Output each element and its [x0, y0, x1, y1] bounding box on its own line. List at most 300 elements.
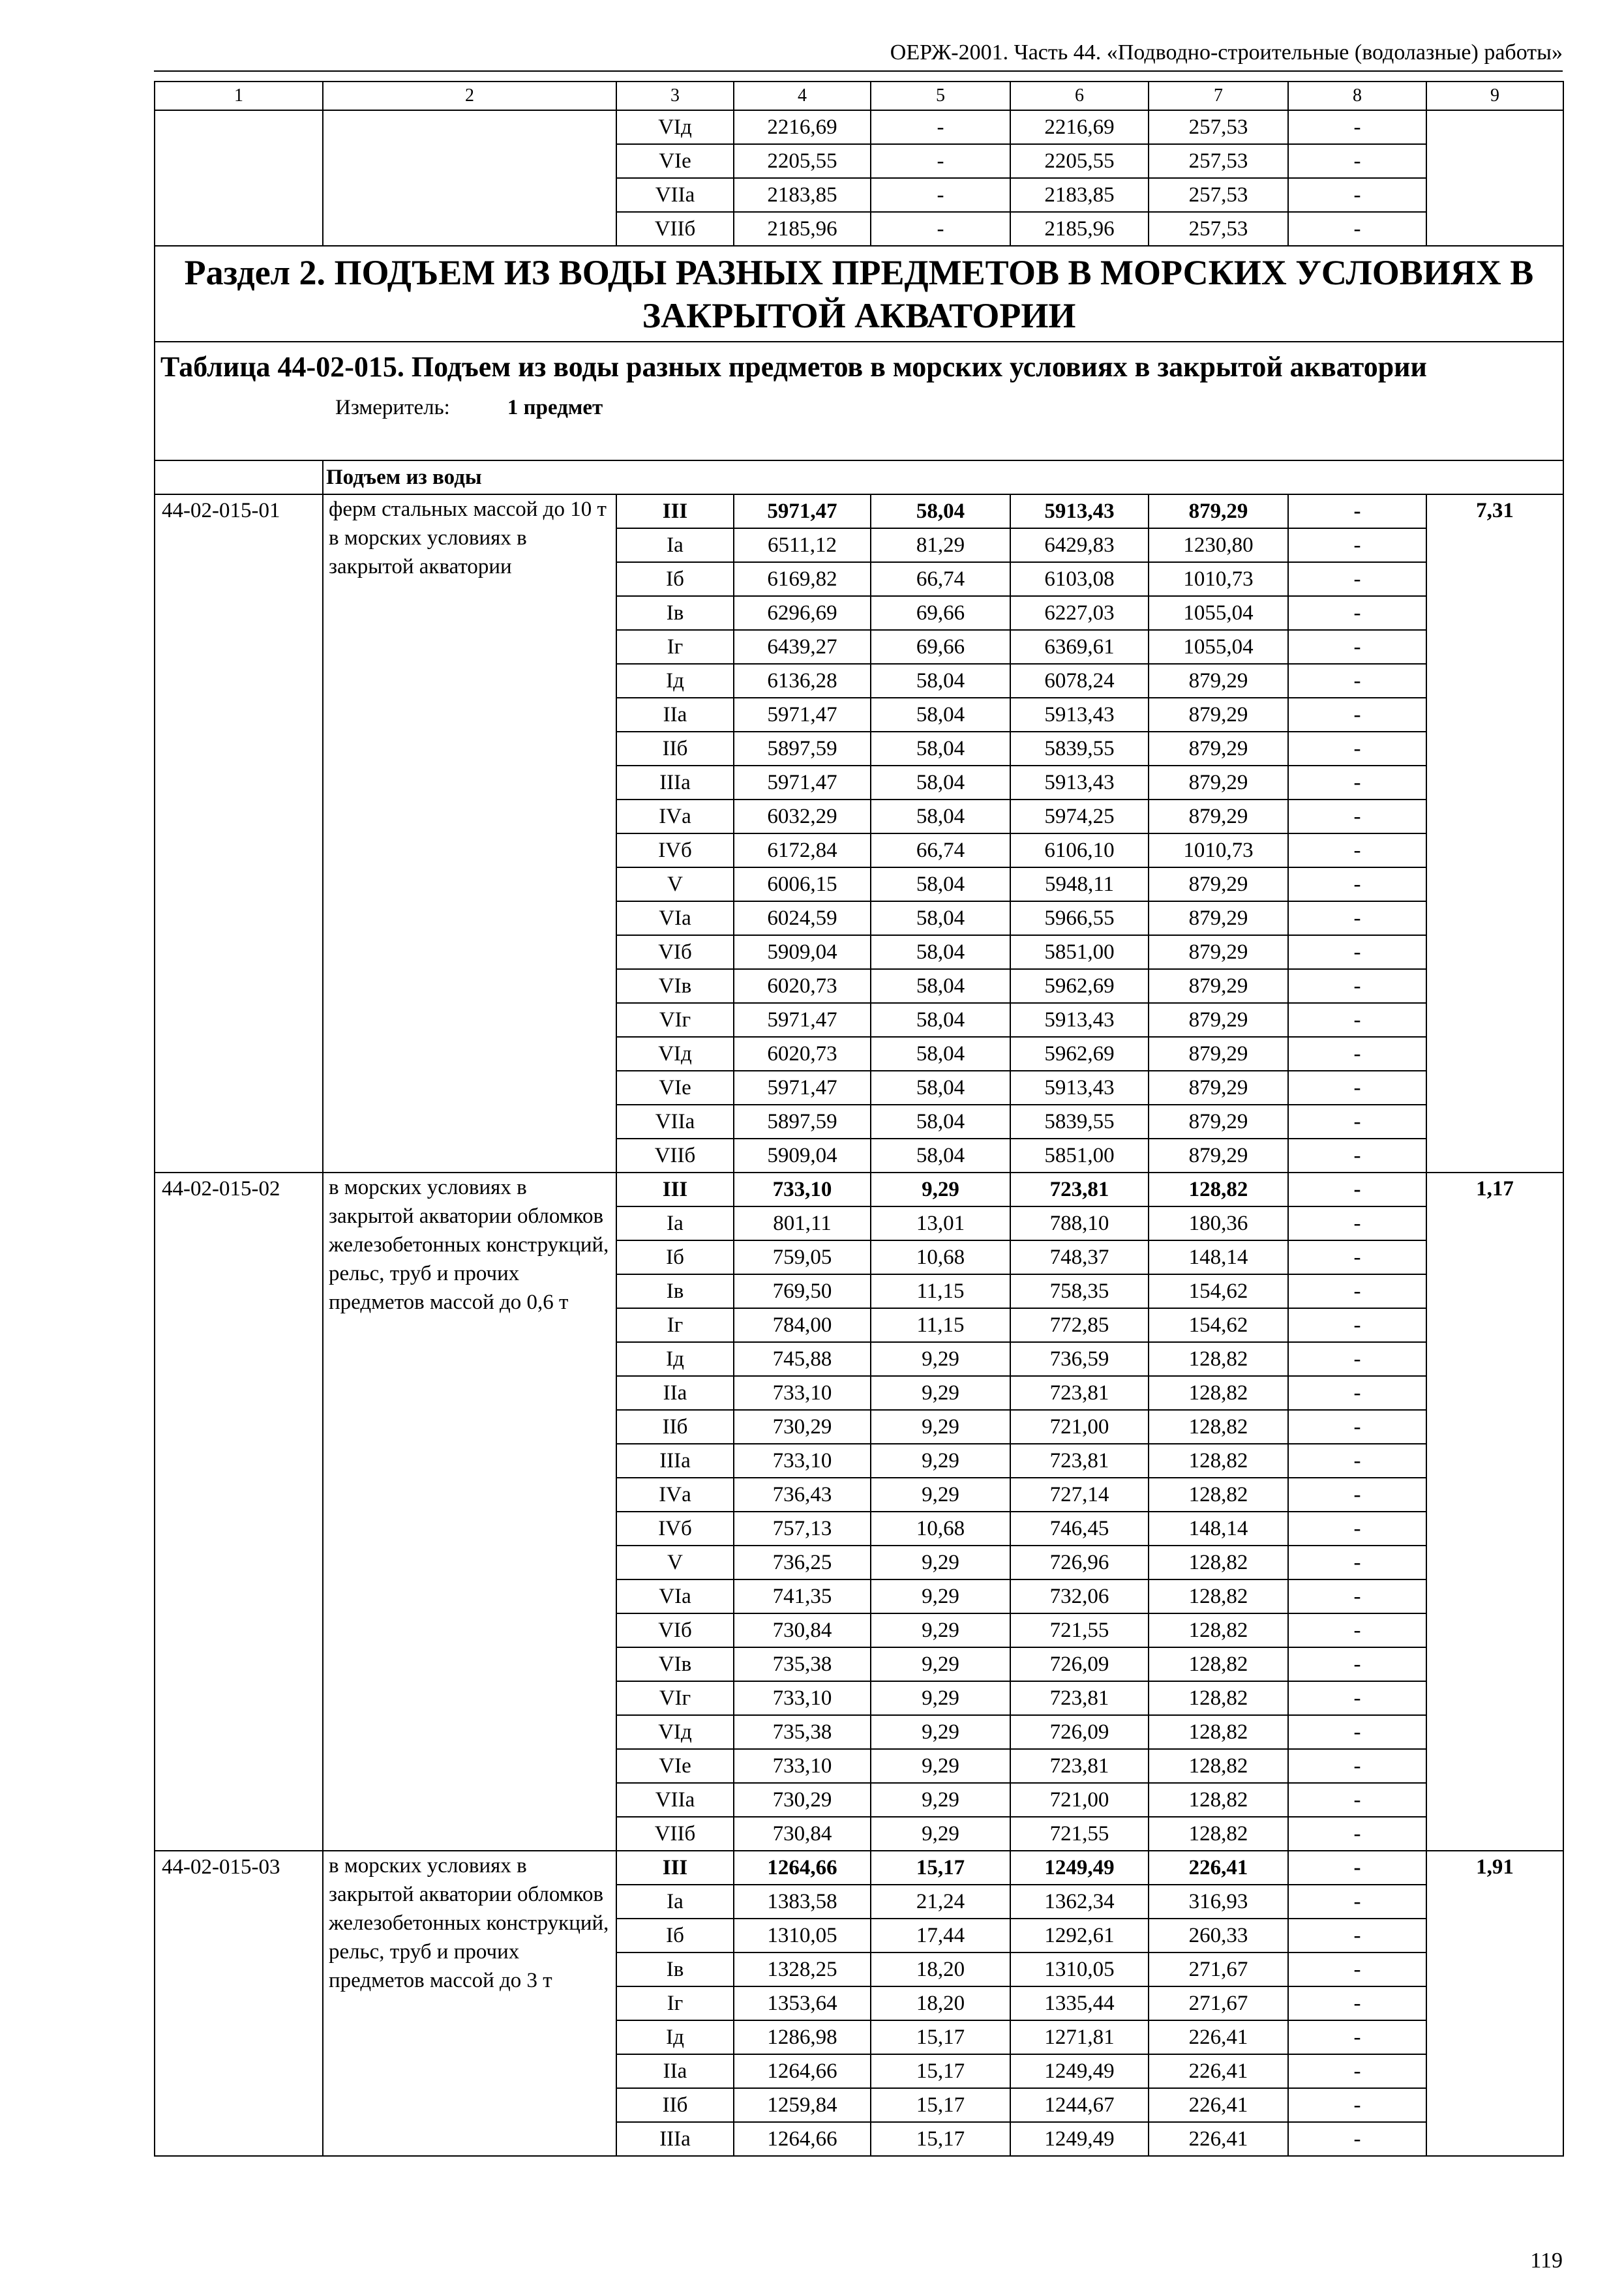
table-cell: 879,29	[1149, 698, 1288, 732]
table-cell: 10,68	[871, 1512, 1010, 1546]
table-cell: 6103,08	[1010, 562, 1149, 596]
table-cell: 271,67	[1149, 1986, 1288, 2020]
table-cell: IVб	[616, 833, 734, 867]
table-cell: -	[1288, 766, 1426, 800]
table-cell: Iд	[616, 664, 734, 698]
table-cell: 11,15	[871, 1274, 1010, 1308]
table-cell: -	[1288, 2088, 1426, 2122]
table-cell: 736,59	[1010, 1342, 1149, 1376]
table-title-row	[155, 342, 1563, 460]
table-cell: 9,29	[871, 1478, 1010, 1512]
table-cell: 5971,47	[734, 698, 871, 732]
table-cell: 58,04	[871, 664, 1010, 698]
item-code: 44-02-015-02	[155, 1173, 323, 1851]
table-cell: 15,17	[871, 2088, 1010, 2122]
table-cell: 5897,59	[734, 732, 871, 766]
table-cell: 21,24	[871, 1885, 1010, 1919]
table-cell: 128,82	[1149, 1546, 1288, 1579]
item-col9: 7,31	[1426, 494, 1563, 1173]
table-cell: -	[1288, 1952, 1426, 1986]
table-cell: 58,04	[871, 494, 1010, 528]
table-cell: 15,17	[871, 2122, 1010, 2156]
table-cell: 733,10	[734, 1444, 871, 1478]
table-cell: 1353,64	[734, 1986, 871, 2020]
table-cell: 128,82	[1149, 1376, 1288, 1410]
table-cell: 879,29	[1149, 969, 1288, 1003]
table-cell: -	[1288, 494, 1426, 528]
table-cell: 733,10	[734, 1173, 871, 1206]
table-cell: 5913,43	[1010, 766, 1149, 800]
table-cell: 58,04	[871, 1037, 1010, 1071]
column-number: 6	[1010, 82, 1149, 110]
table-cell: 6136,28	[734, 664, 871, 698]
table-cell: 741,35	[734, 1579, 871, 1613]
table-cell: 9,29	[871, 1613, 1010, 1647]
subheading-spacer	[155, 460, 323, 494]
table-cell: 128,82	[1149, 1715, 1288, 1749]
table-cell: 723,81	[1010, 1444, 1149, 1478]
table-title: Таблица 44-02-015. Подъем из воды разных предметов в морских условиях в закрытой акватории	[160, 351, 1427, 383]
table-cell: 81,29	[871, 528, 1010, 562]
table-cell: 879,29	[1149, 935, 1288, 969]
table-cell: 5971,47	[734, 766, 871, 800]
table-cell: 1010,73	[1149, 833, 1288, 867]
table-cell: 5962,69	[1010, 1037, 1149, 1071]
table-cell: 6227,03	[1010, 596, 1149, 630]
table-cell: 6106,10	[1010, 833, 1149, 867]
table-cell: 58,04	[871, 698, 1010, 732]
table-cell: 128,82	[1149, 1817, 1288, 1851]
table-cell: 148,14	[1149, 1512, 1288, 1546]
table-cell: IVб	[616, 1512, 734, 1546]
table-cell: VIIб	[616, 1139, 734, 1173]
table-cell: -	[1288, 1817, 1426, 1851]
table-cell: -	[871, 178, 1010, 212]
column-number: 1	[155, 82, 323, 110]
table-cell: 257,53	[1149, 144, 1288, 178]
table-cell: 2185,96	[734, 212, 871, 246]
table-cell: 128,82	[1149, 1647, 1288, 1681]
table-cell: -	[1288, 212, 1426, 246]
table-cell: 2185,96	[1010, 212, 1149, 246]
table-cell: 58,04	[871, 867, 1010, 901]
table-cell: III	[616, 494, 734, 528]
table-cell: 9,29	[871, 1376, 1010, 1410]
table-cell: Iа	[616, 528, 734, 562]
table-cell: VIг	[616, 1681, 734, 1715]
table-row	[155, 110, 1563, 144]
table-cell: V	[616, 1546, 734, 1579]
table-cell: -	[1288, 1376, 1426, 1410]
table-cell: 733,10	[734, 1749, 871, 1783]
table-cell: 757,13	[734, 1512, 871, 1546]
table-cell: VIе	[616, 1749, 734, 1783]
table-cell: 1310,05	[1010, 1952, 1149, 1986]
table-cell: -	[1288, 1783, 1426, 1817]
item-code: 44-02-015-03	[155, 1851, 323, 2156]
table-cell: 1055,04	[1149, 596, 1288, 630]
table-cell: -	[1288, 833, 1426, 867]
table-cell: 745,88	[734, 1342, 871, 1376]
table-cell: -	[1288, 1410, 1426, 1444]
table-cell: 769,50	[734, 1274, 871, 1308]
table-cell: III	[616, 1173, 734, 1206]
table-title-cell	[155, 342, 1563, 460]
table-cell: 58,04	[871, 935, 1010, 969]
table-cell: 128,82	[1149, 1410, 1288, 1444]
table-cell: 1264,66	[734, 1851, 871, 1885]
table-cell: 723,81	[1010, 1749, 1149, 1783]
table-cell: -	[1288, 178, 1426, 212]
table-cell: IIа	[616, 1376, 734, 1410]
table-cell: -	[1288, 1885, 1426, 1919]
section-row	[155, 246, 1563, 342]
table-cell: -	[1288, 1613, 1426, 1647]
table-cell: 58,04	[871, 1139, 1010, 1173]
item-code: 44-02-015-01	[155, 494, 323, 1173]
table-cell: 5851,00	[1010, 1139, 1149, 1173]
table-cell: 723,81	[1010, 1376, 1149, 1410]
table-cell: 6020,73	[734, 1037, 871, 1071]
header-rule	[154, 70, 1563, 72]
table-cell: 736,25	[734, 1546, 871, 1579]
table-cell: -	[1288, 596, 1426, 630]
table-cell: -	[1288, 698, 1426, 732]
table-cell: 5962,69	[1010, 969, 1149, 1003]
table-cell: 1259,84	[734, 2088, 871, 2122]
table-cell: -	[1288, 1037, 1426, 1071]
table-cell: -	[1288, 1240, 1426, 1274]
table-cell: 15,17	[871, 2054, 1010, 2088]
table-cell: -	[1288, 1478, 1426, 1512]
table-cell: -	[1288, 732, 1426, 766]
table-cell: 6369,61	[1010, 630, 1149, 664]
table-cell: 6429,83	[1010, 528, 1149, 562]
table-cell: -	[1288, 2122, 1426, 2156]
table-row	[155, 1173, 1563, 1206]
table-cell: 879,29	[1149, 800, 1288, 833]
table-cell: -	[1288, 1546, 1426, 1579]
table-cell: 5971,47	[734, 1003, 871, 1037]
table-cell: 733,10	[734, 1376, 871, 1410]
carryover-col9-cell	[1426, 110, 1563, 246]
table-cell: 6024,59	[734, 901, 871, 935]
table-cell: 723,81	[1010, 1681, 1149, 1715]
table-cell: VIд	[616, 1037, 734, 1071]
table-cell: 1244,67	[1010, 2088, 1149, 2122]
table-cell: IIб	[616, 2088, 734, 2122]
table-cell: 726,09	[1010, 1647, 1149, 1681]
table-cell: 13,01	[871, 1206, 1010, 1240]
table-cell: 260,33	[1149, 1919, 1288, 1952]
table-cell: 879,29	[1149, 766, 1288, 800]
table-cell: -	[1288, 528, 1426, 562]
table-cell: 2183,85	[1010, 178, 1149, 212]
column-number: 8	[1288, 82, 1426, 110]
table-cell: VIа	[616, 1579, 734, 1613]
table-cell: 1383,58	[734, 1885, 871, 1919]
table-cell: 730,29	[734, 1783, 871, 1817]
table-cell: 772,85	[1010, 1308, 1149, 1342]
table-cell: 879,29	[1149, 664, 1288, 698]
table-cell: 5913,43	[1010, 698, 1149, 732]
table-cell: -	[1288, 1173, 1426, 1206]
table-cell: -	[1288, 1274, 1426, 1308]
table-cell: 1249,49	[1010, 2054, 1149, 2088]
table-cell: -	[1288, 1003, 1426, 1037]
table-cell: 1328,25	[734, 1952, 871, 1986]
table-cell: 879,29	[1149, 1071, 1288, 1105]
table-cell: 748,37	[1010, 1240, 1149, 1274]
table-cell: 6172,84	[734, 833, 871, 867]
table-cell: 758,35	[1010, 1274, 1149, 1308]
table-cell: 11,15	[871, 1308, 1010, 1342]
table-cell: VIг	[616, 1003, 734, 1037]
table-cell: 2205,55	[1010, 144, 1149, 178]
table-cell: 128,82	[1149, 1783, 1288, 1817]
table-cell: -	[1288, 1579, 1426, 1613]
table-cell: -	[1288, 1308, 1426, 1342]
table-cell: 2205,55	[734, 144, 871, 178]
table-cell: -	[1288, 1986, 1426, 2020]
table-cell: Iв	[616, 596, 734, 630]
table-cell: 58,04	[871, 732, 1010, 766]
table-cell: 6078,24	[1010, 664, 1149, 698]
table-cell: 723,81	[1010, 1173, 1149, 1206]
column-number: 2	[323, 82, 616, 110]
table-cell: 128,82	[1149, 1749, 1288, 1783]
table-cell: III	[616, 1851, 734, 1885]
table-cell: 9,29	[871, 1681, 1010, 1715]
table-cell: 154,62	[1149, 1308, 1288, 1342]
table-cell: 69,66	[871, 596, 1010, 630]
table-cell: 879,29	[1149, 1139, 1288, 1173]
table-cell: 5966,55	[1010, 901, 1149, 935]
table-cell: 5851,00	[1010, 935, 1149, 969]
table-cell: 5971,47	[734, 1071, 871, 1105]
table-cell: Iд	[616, 2020, 734, 2054]
table-cell: 69,66	[871, 630, 1010, 664]
table-cell: 5897,59	[734, 1105, 871, 1139]
table-cell: 1335,44	[1010, 1986, 1149, 2020]
table-cell: 733,10	[734, 1681, 871, 1715]
table-cell: -	[1288, 1139, 1426, 1173]
table-cell: 9,29	[871, 1817, 1010, 1851]
table-cell: 727,14	[1010, 1478, 1149, 1512]
table-cell: -	[1288, 1444, 1426, 1478]
table-cell: 6439,27	[734, 630, 871, 664]
table-cell: 5909,04	[734, 1139, 871, 1173]
table-cell: 6511,12	[734, 528, 871, 562]
table-cell: 721,55	[1010, 1817, 1149, 1851]
table-cell: 879,29	[1149, 1003, 1288, 1037]
table-cell: -	[1288, 1681, 1426, 1715]
table-cell: -	[1288, 901, 1426, 935]
column-number: 9	[1426, 82, 1563, 110]
table-cell: 257,53	[1149, 178, 1288, 212]
table-cell: 128,82	[1149, 1613, 1288, 1647]
table-cell: 1362,34	[1010, 1885, 1149, 1919]
table-cell: 5948,11	[1010, 867, 1149, 901]
table-cell: 154,62	[1149, 1274, 1288, 1308]
table-cell: 9,29	[871, 1715, 1010, 1749]
table-cell: IIIа	[616, 766, 734, 800]
table-cell: -	[1288, 935, 1426, 969]
table-cell: -	[1288, 1647, 1426, 1681]
table-cell: 732,06	[1010, 1579, 1149, 1613]
section-title: Раздел 2. ПОДЪЕМ ИЗ ВОДЫ РАЗНЫХ ПРЕДМЕТОВ В МОРСКИХ УСЛОВИЯХ В ЗАКРЫТОЙ АКВАТОРИИ	[155, 246, 1563, 342]
table-cell: -	[1288, 1512, 1426, 1546]
table-cell: 58,04	[871, 901, 1010, 935]
table-cell: 6006,15	[734, 867, 871, 901]
table-cell: 6296,69	[734, 596, 871, 630]
table-cell: 226,41	[1149, 2020, 1288, 2054]
table-cell: -	[1288, 1749, 1426, 1783]
table-cell: IIб	[616, 1410, 734, 1444]
table-cell: 1230,80	[1149, 528, 1288, 562]
table-cell: -	[1288, 562, 1426, 596]
item-description: в морских условиях в закрытой акватории обломков железобетонных конструкций, рельс, труб и прочих предметов массой до 0,6 т	[323, 1173, 616, 1851]
table-cell: 9,29	[871, 1444, 1010, 1478]
table-cell: 5913,43	[1010, 494, 1149, 528]
table-cell: -	[1288, 2054, 1426, 2088]
item-col9: 1,91	[1426, 1851, 1563, 2156]
table-cell: 18,20	[871, 1952, 1010, 1986]
table-cell: 128,82	[1149, 1681, 1288, 1715]
table-cell: Iб	[616, 1919, 734, 1952]
carryover-code-cell	[155, 110, 323, 246]
table-cell: Iа	[616, 1885, 734, 1919]
page-number: 119	[1530, 2249, 1563, 2273]
table-cell: 879,29	[1149, 1105, 1288, 1139]
table-cell: 180,36	[1149, 1206, 1288, 1240]
table-cell: Iб	[616, 1240, 734, 1274]
table-cell: -	[1288, 1342, 1426, 1376]
table-cell: 271,67	[1149, 1952, 1288, 1986]
table-cell: 6169,82	[734, 562, 871, 596]
table-cell: -	[1288, 630, 1426, 664]
table-cell: Iг	[616, 1986, 734, 2020]
table-cell: -	[1288, 867, 1426, 901]
table-cell: -	[871, 144, 1010, 178]
table-cell: -	[1288, 1206, 1426, 1240]
table-cell: 9,29	[871, 1342, 1010, 1376]
table-cell: VIв	[616, 1647, 734, 1681]
table-cell: 879,29	[1149, 494, 1288, 528]
table-cell: 257,53	[1149, 212, 1288, 246]
table-cell: VIд	[616, 110, 734, 144]
table-cell: IIIа	[616, 2122, 734, 2156]
table-cell: V	[616, 867, 734, 901]
table-cell: 66,74	[871, 833, 1010, 867]
table-cell: 15,17	[871, 2020, 1010, 2054]
item-description: ферм стальных массой до 10 т в морских условиях в закрытой акватории	[323, 494, 616, 1173]
table-cell: 66,74	[871, 562, 1010, 596]
meter-value: 1 предмет	[507, 396, 603, 419]
table-cell: Iд	[616, 1342, 734, 1376]
table-cell: 879,29	[1149, 867, 1288, 901]
table-cell: 5913,43	[1010, 1071, 1149, 1105]
table-cell: 1249,49	[1010, 2122, 1149, 2156]
column-number: 4	[734, 82, 871, 110]
table-cell: IIа	[616, 2054, 734, 2088]
carryover-desc-cell	[323, 110, 616, 246]
table-cell: 257,53	[1149, 110, 1288, 144]
table-cell: 5839,55	[1010, 1105, 1149, 1139]
table-cell: 735,38	[734, 1647, 871, 1681]
table-cell: 5913,43	[1010, 1003, 1149, 1037]
table-cell: 226,41	[1149, 2054, 1288, 2088]
table-cell: VIа	[616, 901, 734, 935]
table-cell: VIIб	[616, 212, 734, 246]
table-cell: 5974,25	[1010, 800, 1149, 833]
table-cell: IVа	[616, 1478, 734, 1512]
subheading: Подъем из воды	[323, 460, 1563, 494]
table-cell: 128,82	[1149, 1173, 1288, 1206]
table-cell: 2183,85	[734, 178, 871, 212]
table-cell: 2216,69	[1010, 110, 1149, 144]
table-cell: Iв	[616, 1952, 734, 1986]
table-cell: 2216,69	[734, 110, 871, 144]
table-cell: 15,17	[871, 1851, 1010, 1885]
table-cell: IIб	[616, 732, 734, 766]
table-cell: 128,82	[1149, 1579, 1288, 1613]
table-cell: 801,11	[734, 1206, 871, 1240]
table-cell: -	[871, 212, 1010, 246]
table-cell: IIа	[616, 698, 734, 732]
table-cell: 759,05	[734, 1240, 871, 1274]
table-cell: 10,68	[871, 1240, 1010, 1274]
table-cell: -	[1288, 2020, 1426, 2054]
table-cell: 1264,66	[734, 2122, 871, 2156]
table-cell: -	[1288, 800, 1426, 833]
table-cell: VIв	[616, 969, 734, 1003]
table-cell: 721,55	[1010, 1613, 1149, 1647]
item-description: в морских условиях в закрытой акватории обломков железобетонных конструкций, рельс, труб и прочих предметов массой до 3 т	[323, 1851, 616, 2156]
table-cell: VIб	[616, 935, 734, 969]
table-cell: -	[1288, 1851, 1426, 1885]
table-cell: 5839,55	[1010, 732, 1149, 766]
table-cell: 9,29	[871, 1749, 1010, 1783]
table-cell: 1286,98	[734, 2020, 871, 2054]
table-cell: 9,29	[871, 1173, 1010, 1206]
table-cell: VIб	[616, 1613, 734, 1647]
table-cell: 1055,04	[1149, 630, 1288, 664]
table-cell: 726,96	[1010, 1546, 1149, 1579]
table-row	[155, 1851, 1563, 1885]
table-cell: 9,29	[871, 1410, 1010, 1444]
subheading-row	[155, 460, 1563, 494]
table-cell: 58,04	[871, 969, 1010, 1003]
table-cell: 128,82	[1149, 1478, 1288, 1512]
table-cell: 58,04	[871, 1071, 1010, 1105]
item-col9: 1,17	[1426, 1173, 1563, 1851]
table-cell: VIIа	[616, 1783, 734, 1817]
table-cell: 721,00	[1010, 1783, 1149, 1817]
table-cell: 148,14	[1149, 1240, 1288, 1274]
table-cell: 58,04	[871, 800, 1010, 833]
table-cell: 58,04	[871, 1105, 1010, 1139]
table-cell: Iв	[616, 1274, 734, 1308]
table-cell: 226,41	[1149, 1851, 1288, 1885]
table-cell: 58,04	[871, 1003, 1010, 1037]
table-cell: -	[871, 110, 1010, 144]
table-cell: 746,45	[1010, 1512, 1149, 1546]
table-cell: -	[1288, 1105, 1426, 1139]
table-cell: 1249,49	[1010, 1851, 1149, 1885]
table-cell: -	[1288, 144, 1426, 178]
table-cell: Iб	[616, 562, 734, 596]
